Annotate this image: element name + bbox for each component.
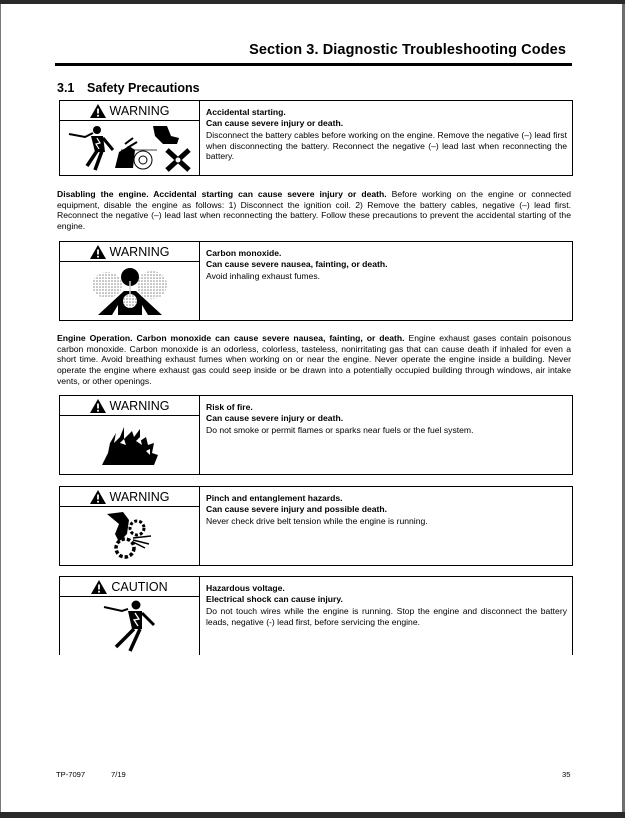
warning-triangle-icon [90, 490, 106, 504]
hazard-box-fire [59, 395, 573, 475]
document-page [0, 4, 622, 812]
pinch-entanglement-icon [105, 510, 155, 562]
subsection-title: Safety Precautions [87, 81, 200, 95]
hazard-title: Accidental starting. [206, 107, 286, 117]
hazard-title: Pinch and entanglement hazards. [206, 493, 343, 503]
subsection-heading [57, 81, 200, 95]
hazard-level: WARNING [109, 244, 170, 259]
hazard-box-carbon-monoxide [59, 241, 573, 321]
hazard-consequence: Can cause severe injury or death. [206, 412, 344, 423]
hazard-title: Carbon monoxide. [206, 248, 282, 258]
hazard-header [60, 487, 199, 507]
hazard-title: Hazardous voltage. [206, 583, 285, 593]
warning-triangle-icon [90, 104, 106, 118]
hazard-header [60, 242, 199, 262]
hazard-level: WARNING [109, 489, 170, 504]
hazard-level: CAUTION [111, 579, 168, 594]
carbon-monoxide-icon [90, 265, 170, 317]
hazard-instruction: Do not touch wires while the engine is running. Stop the engine and disconnect the battery leads, negative (-) lead first, before servicing the engine. [206, 606, 567, 627]
hazard-consequence: Electrical shock can cause injury. [206, 593, 343, 604]
caution-triangle-icon [91, 580, 107, 594]
section-title: Section 3. Diagnostic Troubleshooting Codes [249, 42, 566, 58]
footer-page-number: 35 [562, 770, 571, 779]
electrical-shock-icon [102, 599, 158, 653]
hazard-box-accidental-starting [59, 100, 573, 176]
subsection-number: 3.1 [57, 81, 75, 95]
hazard-level: WARNING [109, 103, 170, 118]
paragraph-body: Before working on the engine or connected equipment, disable the engine as follows: 1) Disconnect the ignition coil. 2) Remove the battery cables, negative (–) lead first. Reconnect the negative (–) lead last when reconnecting the battery. Follow these precautions to prevent the accidental starting of the engine. [57, 189, 571, 232]
hazard-consequence: Can cause severe injury and possible death. [206, 503, 388, 514]
warning-triangle-icon [90, 245, 106, 259]
paragraph-body: Engine exhaust gases contain poisonous carbon monoxide. Carbon monoxide is an odorless, colorless, tasteless, nonirritating gas that can cause death if inhaled for even a short time. Avoid breathing exhaust fumes when working on or near the engine. Never operate the engine inside a building. Never operate the engine where exhaust gas could seep inside or be drawn into a potentially occupied building through windows, air intake vents, or other openings. [57, 333, 571, 386]
footer-date: 7/19 [111, 770, 126, 779]
hazard-title: Risk of fire. [206, 402, 253, 412]
footer-doc-number: TP-7097 [56, 770, 86, 779]
hazard-header [60, 577, 199, 597]
hazard-box-pinch [59, 486, 573, 566]
paragraph-lead: Disabling the engine. Accidental starting can cause severe injury or death. [57, 189, 387, 199]
paragraph-engine-operation [57, 333, 571, 387]
accidental-starting-icon [67, 124, 193, 172]
hazard-instruction: Never check drive belt tension while the engine is running. [206, 516, 428, 527]
hazard-instruction: Do not smoke or permit flames or sparks near fuels or the fuel system. [206, 425, 474, 436]
hazard-header [60, 101, 199, 121]
hazard-instruction: Avoid inhaling exhaust fumes. [206, 271, 321, 282]
hazard-header [60, 396, 199, 416]
hazard-box-electrical-shock [59, 576, 573, 655]
hazard-consequence: Can cause severe injury or death. [206, 117, 344, 128]
paragraph-disabling-engine [57, 189, 571, 232]
warning-triangle-icon [90, 399, 106, 413]
header-rule [55, 63, 572, 66]
hazard-consequence: Can cause severe nausea, fainting, or death. [206, 258, 388, 269]
hazard-instruction: Disconnect the battery cables before working on the engine. Remove the negative (–) lead first when disconnecting the battery. Reconnect the negative (–) lead last when reconnecting the battery. [206, 130, 567, 162]
paragraph-lead: Engine Operation. Carbon monoxide can cause severe nausea, fainting, or death. [57, 333, 405, 343]
fire-icon [100, 423, 160, 467]
hazard-level: WARNING [109, 398, 170, 413]
